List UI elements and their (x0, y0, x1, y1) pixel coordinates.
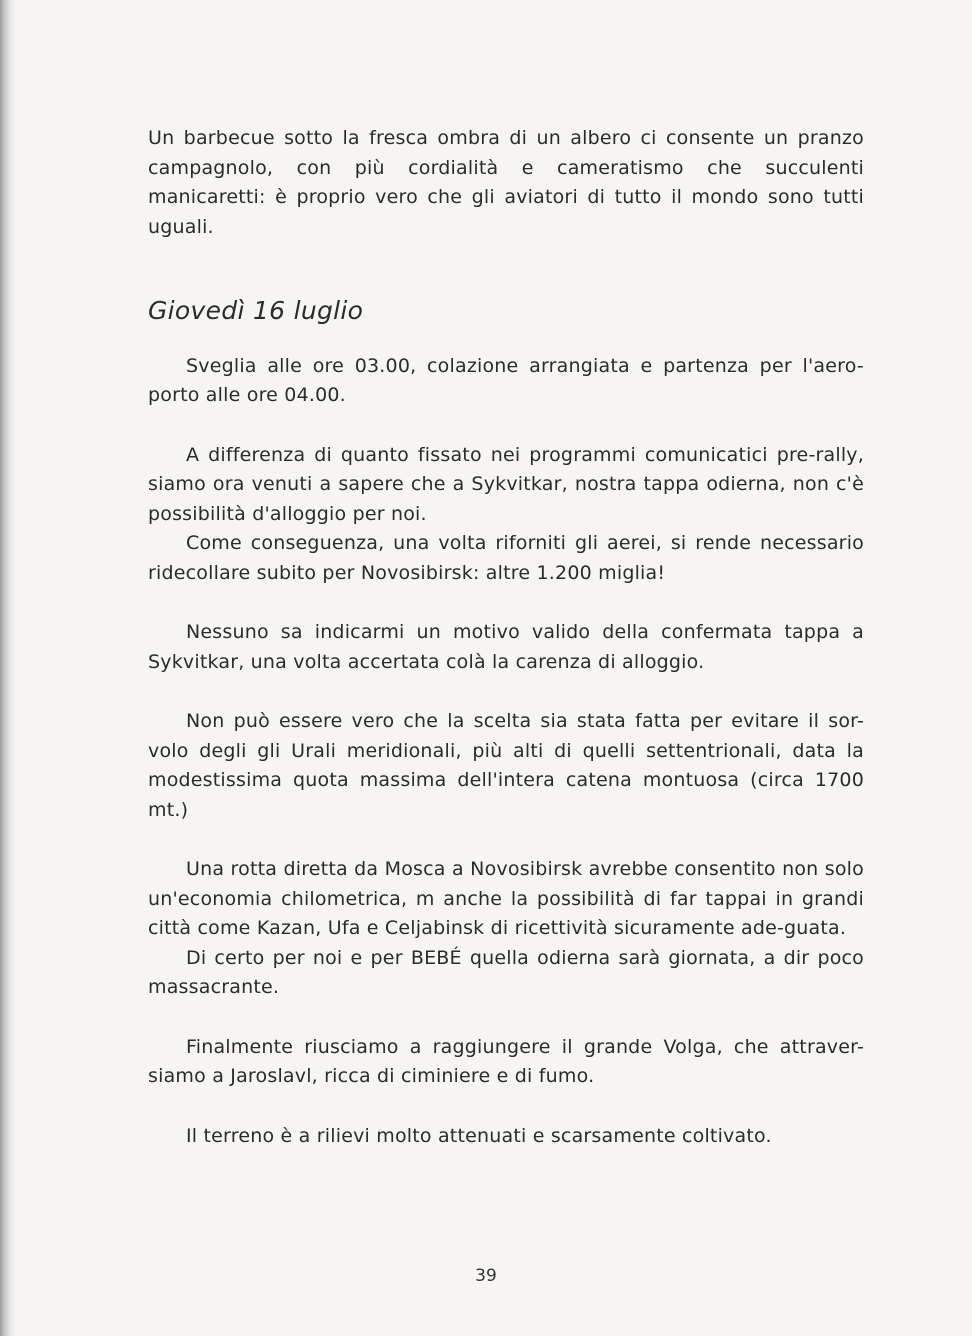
page-binding-edge (0, 0, 16, 1336)
page-number: 39 (475, 1266, 497, 1286)
paragraph-rotta-diretta: Una rotta diretta da Mosca a Novosibirsk avrebbe consentito non solo un'economia chilometrica, m anche la possibilità di far tappai in grandi città come Kazan, Ufa e Celjabinsk di ricettività sicuramente ade-guata. (148, 858, 864, 939)
paragraph-urali: Non può essere vero che la scelta sia stata fatta per evitare il sor-volo degli gli Urali meridionali, più alti di quelli settentrionali, data la modestissima quota massima dell'intera catena montuosa (circa 1700 mt.) (148, 710, 864, 821)
paragraph-volga: Finalmente riusciamo a raggiungere il grande Volga, che attraver-siamo a Jaroslavl, ricca di ciminiere e di fumo. (148, 1035, 864, 1087)
paragraph-terreno: Il terreno è a rilievi molto attenuati e scarsamente coltivato. (186, 1124, 772, 1147)
paragraph-differenza: A differenza di quanto fissato nei programmi comunicatici pre-rally, siamo ora venuti a sapere che a Sykvitkar, nostra tappa odierna, non c'è possibilità d'alloggio per noi. (148, 443, 864, 525)
paragraph-conseguenza: Come conseguenza, una volta riforniti gli aerei, si rende necessario ridecollare subito per Novosibirsk: altre 1.200 miglia! (148, 532, 864, 584)
page-body (148, 124, 864, 1151)
paragraph-sveglia: Sveglia alle ore 03.00, colazione arrangiata e partenza per l'aero-porto alle ore 04.00. (148, 354, 864, 406)
paragraph-nessuno: Nessuno sa indicarmi un motivo valido della confermata tappa a Sykvitkar, una volta accertata colà la carenza di alloggio. (148, 621, 864, 673)
paragraph-bebe: Di certo per noi e per BEBÉ quella odierna sarà giornata, a dir poco massacrante. (148, 946, 864, 998)
section-heading: Giovedì 16 luglio (148, 296, 364, 325)
paragraph-barbecue: Un barbecue sotto la fresca ombra di un albero ci consente un pranzo campagnolo, con più cordialità e cameratismo che succulenti manicaretti: è proprio vero che gli aviatori di tutto il mondo sono tutti uguali. (148, 127, 864, 238)
